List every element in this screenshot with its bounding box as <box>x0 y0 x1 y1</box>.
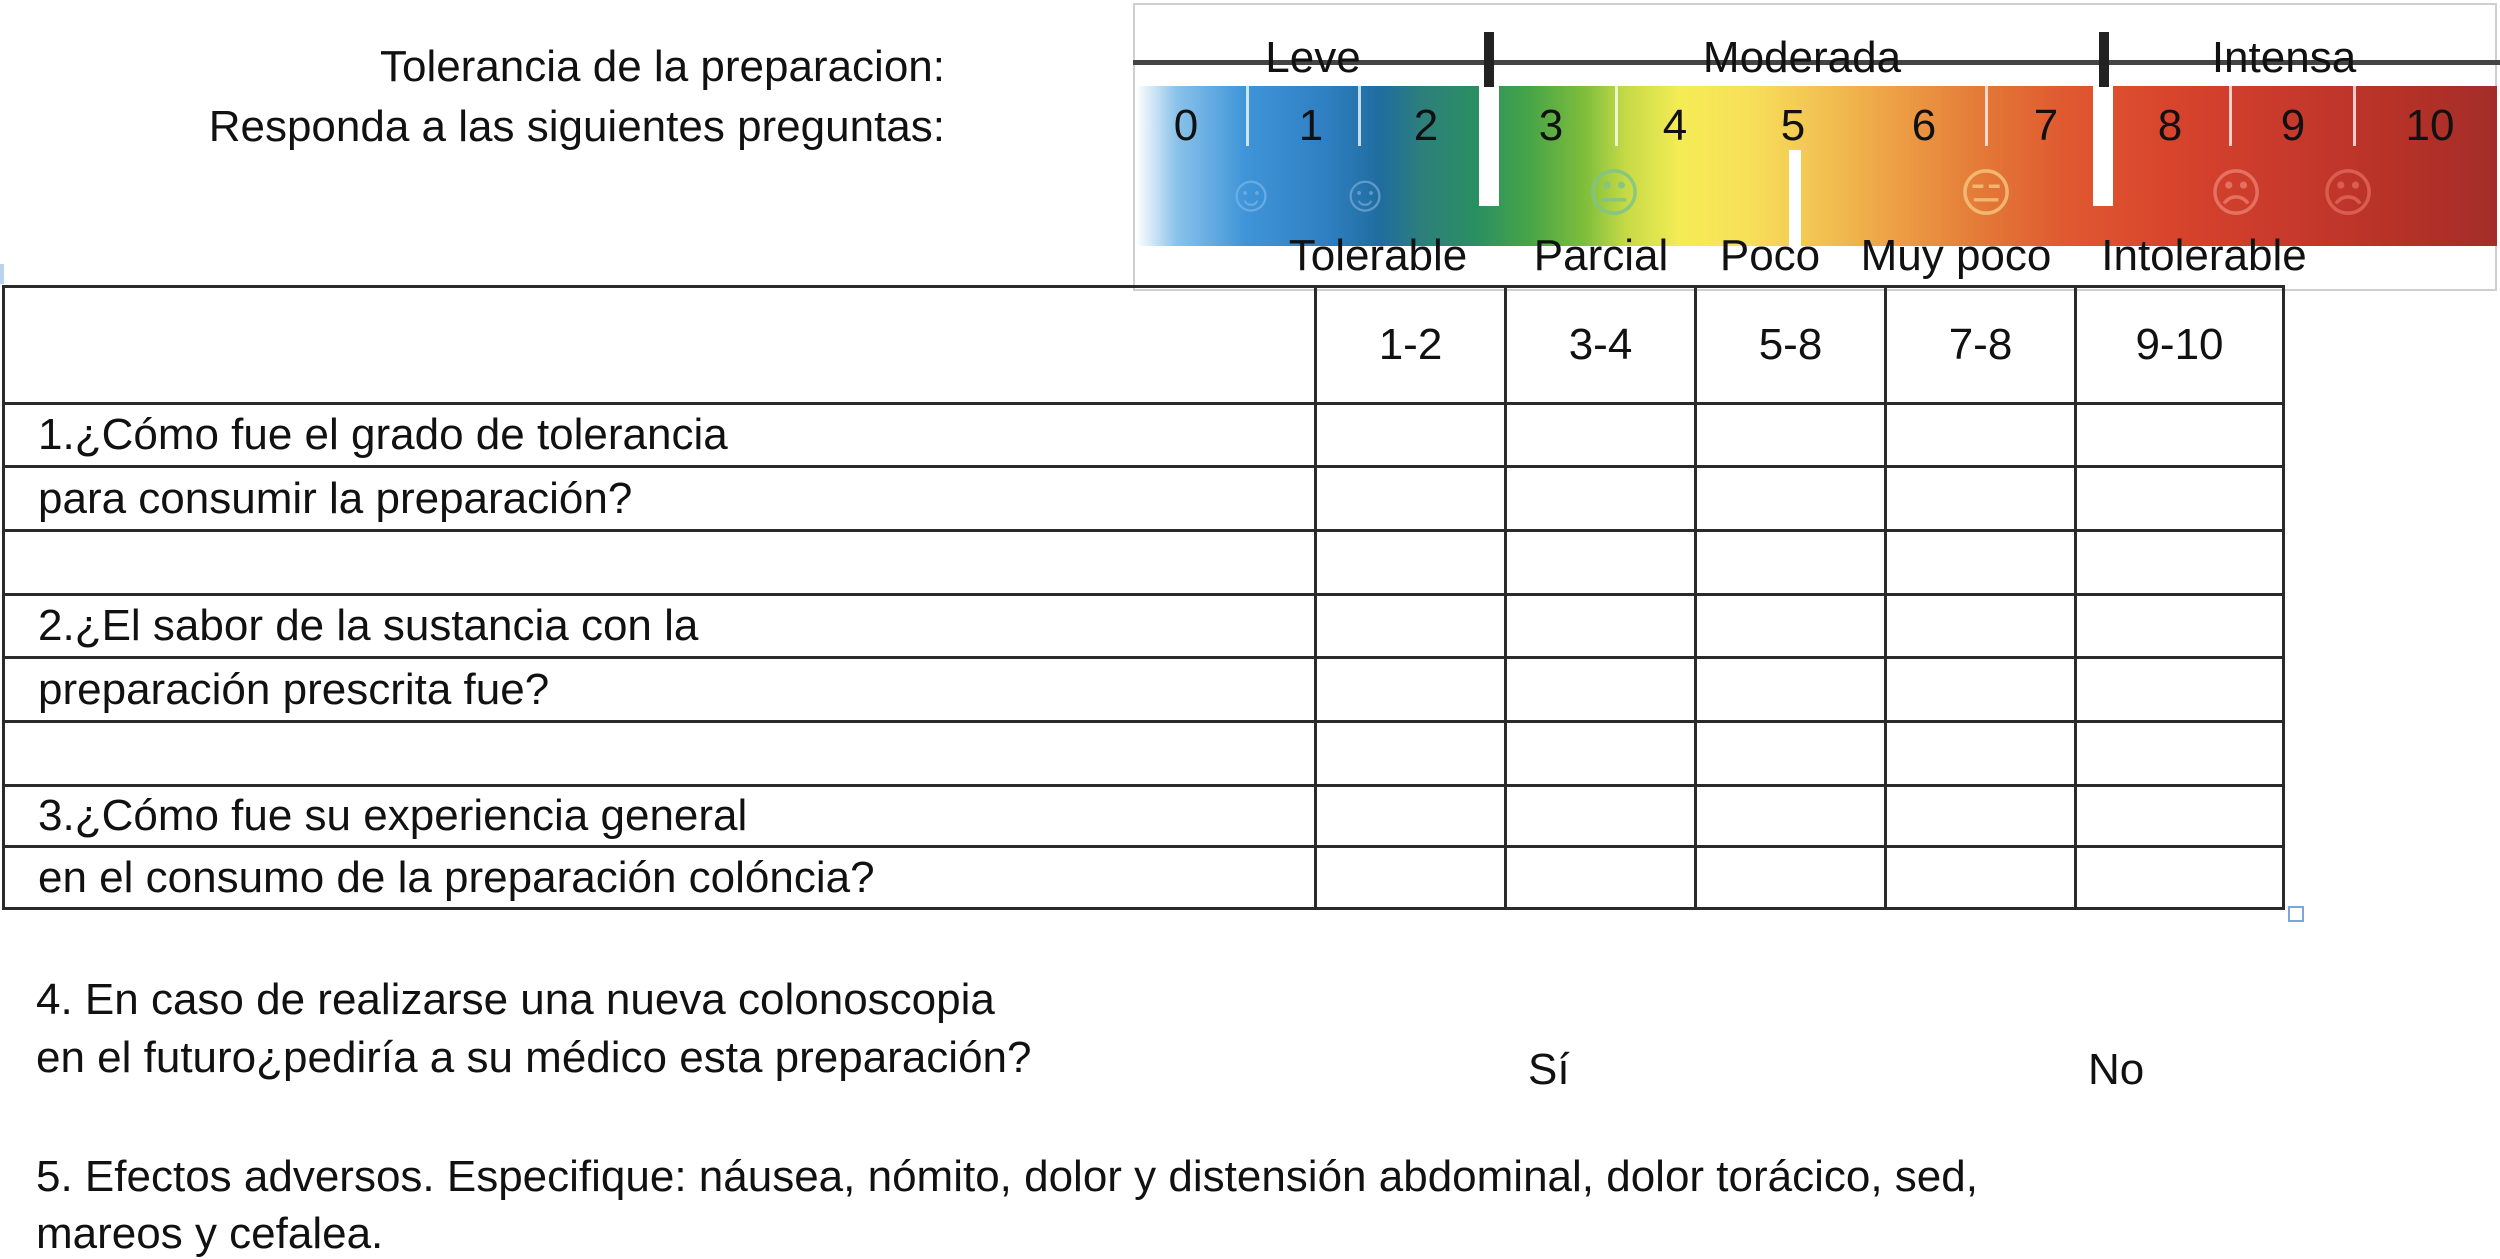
scale-number: 3 <box>1538 101 1564 150</box>
question-4-line1: 4. En caso de realizarse una nueva colonoscopia <box>36 975 995 1024</box>
neutral-face-icon: 😐 <box>1586 165 1642 223</box>
answer-cell[interactable] <box>1506 531 1696 595</box>
scale-stem <box>2229 86 2232 146</box>
answer-cell[interactable] <box>2076 847 2284 909</box>
question-text: 3.¿Cómo fue su experiencia general <box>4 786 1316 847</box>
answer-yes-option[interactable]: Sí <box>1528 1045 1570 1094</box>
answer-cell[interactable] <box>1506 658 1696 722</box>
answer-cell[interactable] <box>2076 531 2284 595</box>
table-row <box>4 467 2284 531</box>
category-muy-poco: Muy poco <box>1860 231 2052 280</box>
answer-cell[interactable] <box>1506 786 1696 847</box>
answer-cell[interactable] <box>2076 404 2284 467</box>
scale-stem <box>1246 86 1249 146</box>
scale-number: 7 <box>2033 101 2059 150</box>
grimacing-face-icon: 😑 <box>1958 165 2014 223</box>
table-row <box>4 531 2284 595</box>
answer-cell[interactable] <box>2076 658 2284 722</box>
scale-number: 1 <box>1298 101 1324 150</box>
answer-cell[interactable] <box>2076 722 2284 786</box>
answer-cell[interactable] <box>1506 847 1696 909</box>
answer-cell[interactable] <box>1506 404 1696 467</box>
question-text: para consumir la preparación? <box>4 467 1316 531</box>
answer-cell[interactable] <box>1316 404 1506 467</box>
answer-cell[interactable] <box>1886 786 2076 847</box>
question-text: en el consumo de la preparación colóncia? <box>4 847 1316 909</box>
table-row <box>4 595 2284 658</box>
answer-cell[interactable] <box>2076 786 2284 847</box>
answer-cell[interactable] <box>1506 467 1696 531</box>
answer-cell[interactable] <box>2076 595 2284 658</box>
table-row <box>4 658 2284 722</box>
category-parcial: Parcial <box>1533 231 1669 280</box>
severity-label-moderada: Moderada <box>1702 33 1902 82</box>
range-header: 5-8 <box>1696 287 1886 404</box>
question-5-line2: mareos y cefalea. <box>36 1209 384 1258</box>
scale-stem <box>1615 86 1618 146</box>
answer-cell[interactable] <box>1886 404 2076 467</box>
instructions-label: Responda a las siguientes preguntas: <box>208 102 945 151</box>
answer-cell[interactable] <box>1506 595 1696 658</box>
answer-no-option[interactable]: No <box>2088 1045 2145 1094</box>
questions-table <box>2 285 2285 910</box>
smiling-face-icon: ☺ <box>1224 165 1278 223</box>
severity-tick <box>2099 32 2109 87</box>
scale-number: 5 <box>1780 101 1806 150</box>
answer-cell[interactable] <box>1696 722 1886 786</box>
smiling-face-icon: ☺ <box>1338 165 1392 223</box>
range-header: 1-2 <box>1316 287 1506 404</box>
answer-cell[interactable] <box>1316 722 1506 786</box>
range-header: 7-8 <box>1886 287 2076 404</box>
severity-label-intensa: Intensa <box>2211 33 2357 82</box>
answer-cell[interactable] <box>1316 531 1506 595</box>
scale-divider <box>1479 78 1499 206</box>
table-row <box>4 847 2284 909</box>
answer-cell[interactable] <box>1696 658 1886 722</box>
scale-number: 8 <box>2157 101 2183 150</box>
table-row <box>4 786 2284 847</box>
category-intolerable: Intolerable <box>2101 231 2307 280</box>
scale-stem <box>1358 86 1361 146</box>
answer-cell[interactable] <box>1316 467 1506 531</box>
answer-cell[interactable] <box>1886 467 2076 531</box>
range-header: 3-4 <box>1506 287 1696 404</box>
answer-cell[interactable] <box>1886 847 2076 909</box>
question-4-line2: en el futuro¿pediría a su médico esta preparación? <box>36 1033 1032 1082</box>
scale-number: 0 <box>1173 101 1199 150</box>
category-poco: Poco <box>1719 231 1821 280</box>
answer-cell[interactable] <box>1886 531 2076 595</box>
table-resize-handle[interactable] <box>2288 906 2304 922</box>
scale-stem <box>1985 86 1988 146</box>
table-row <box>4 404 2284 467</box>
table-anchor-mark <box>0 264 4 284</box>
answer-cell[interactable] <box>1696 531 1886 595</box>
range-header: 9-10 <box>2076 287 2284 404</box>
question-text <box>4 531 1316 595</box>
question-5-line1: 5. Efectos adversos. Especifique: náusea, nómito, dolor y distensión abdominal, dolor torácico, sed, <box>36 1152 1978 1201</box>
answer-cell[interactable] <box>1316 847 1506 909</box>
answer-cell[interactable] <box>1316 595 1506 658</box>
answer-cell[interactable] <box>1506 722 1696 786</box>
table-cell <box>4 287 1316 404</box>
frowning-face-icon: ☹ <box>2320 165 2376 223</box>
severity-label-leve: Leve <box>1265 33 1361 82</box>
question-text: preparación prescrita fue? <box>4 658 1316 722</box>
table-header-row <box>4 287 2284 404</box>
answer-cell[interactable] <box>1696 786 1886 847</box>
scale-number: 10 <box>2405 101 2455 150</box>
question-text <box>4 722 1316 786</box>
answer-cell[interactable] <box>1316 786 1506 847</box>
frowning-face-icon: ☹ <box>2208 165 2264 223</box>
scale-number: 4 <box>1662 101 1688 150</box>
answer-cell[interactable] <box>1696 467 1886 531</box>
scale-divider <box>2093 78 2113 206</box>
table-row <box>4 722 2284 786</box>
answer-cell[interactable] <box>1696 847 1886 909</box>
answer-cell[interactable] <box>1316 658 1506 722</box>
severity-tick <box>1484 32 1494 87</box>
scale-number: 2 <box>1413 101 1439 150</box>
tolerance-title: Tolerancia de la preparacion: <box>379 42 945 91</box>
answer-cell[interactable] <box>1696 404 1886 467</box>
question-text: 1.¿Cómo fue el grado de tolerancia <box>4 404 1316 467</box>
category-tolerable: Tolerable <box>1288 231 1468 280</box>
answer-cell[interactable] <box>2076 467 2284 531</box>
question-text: 2.¿El sabor de la sustancia con la <box>4 595 1316 658</box>
answer-cell[interactable] <box>1886 658 2076 722</box>
answer-cell[interactable] <box>1886 595 2076 658</box>
scale-number: 9 <box>2280 101 2306 150</box>
answer-cell[interactable] <box>1886 722 2076 786</box>
answer-cell[interactable] <box>1696 595 1886 658</box>
scale-number: 6 <box>1911 101 1937 150</box>
scale-stem <box>2353 86 2356 146</box>
